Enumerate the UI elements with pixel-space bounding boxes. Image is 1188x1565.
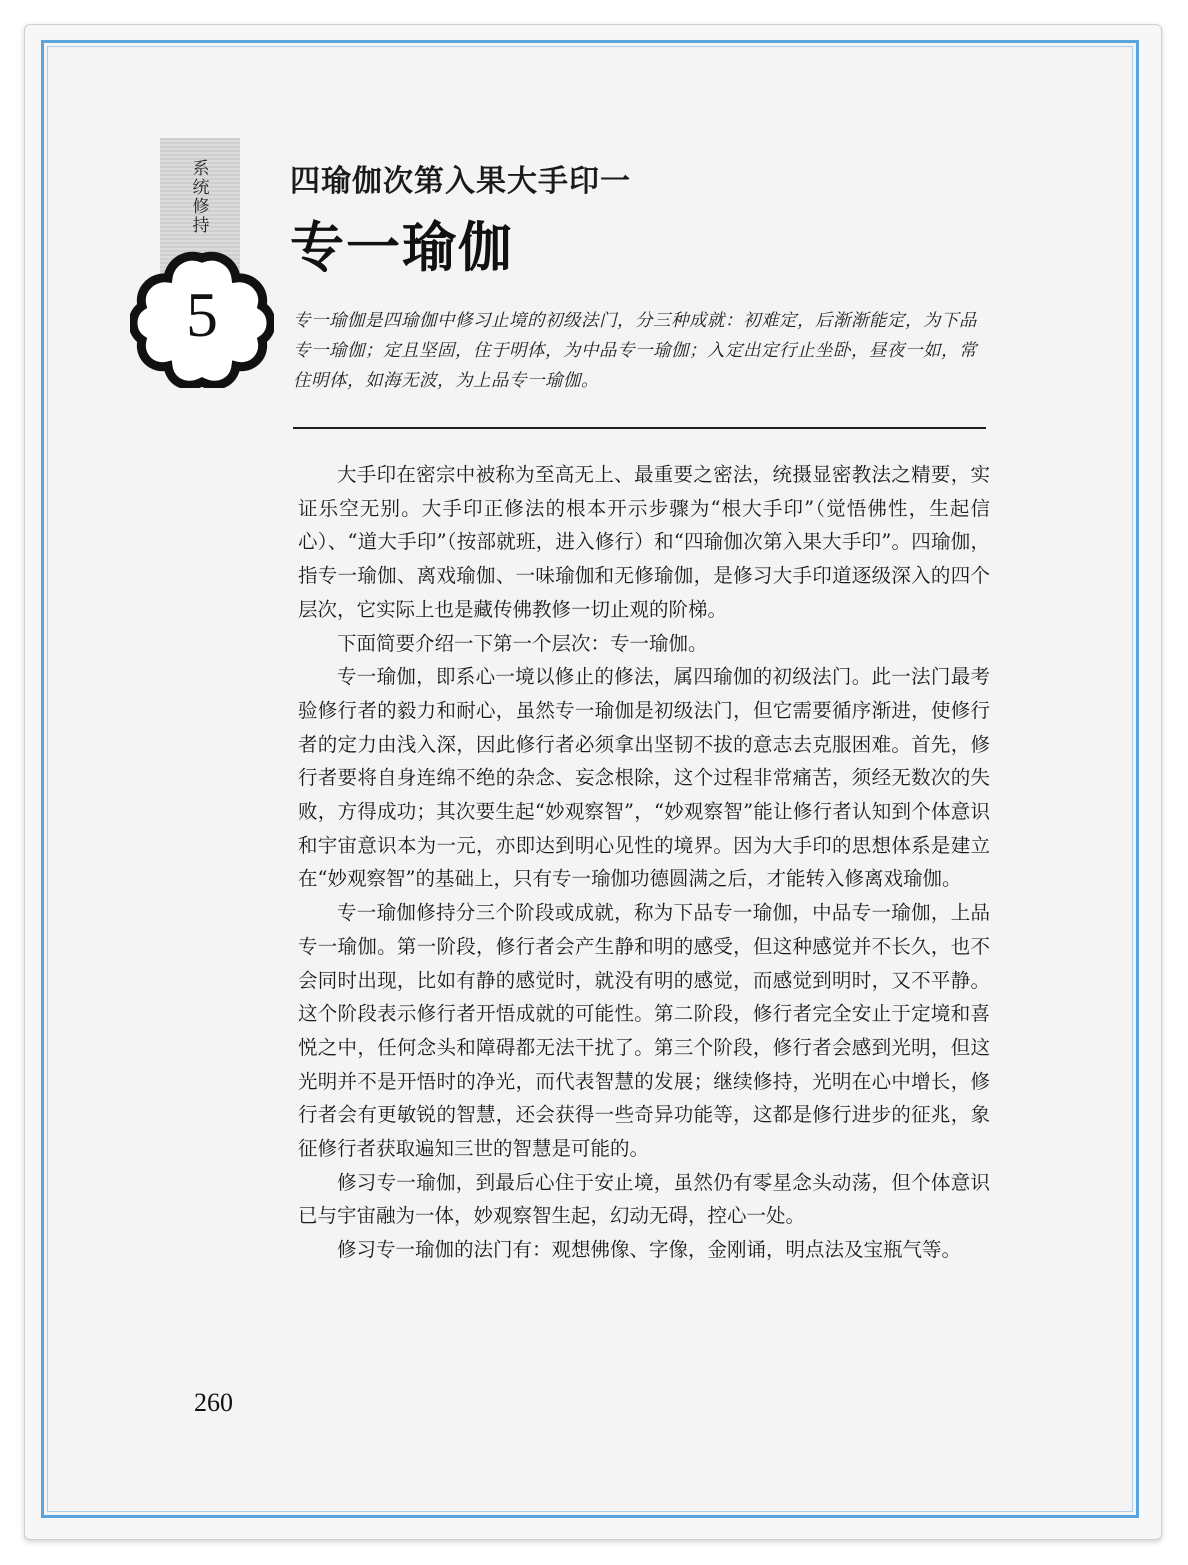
chapter-title: 专一瑜伽 — [290, 215, 514, 279]
paragraph: 专一瑜伽修持分三个阶段或成就，称为下品专一瑜伽，中品专一瑜伽，上品专一瑜伽。第一阶段，修行者会产生静和明的感受，但这种感觉并不长久，也不会同时出现，比如有静的感觉时，就没有明的感觉，而感觉到明时，又不平静。这个阶段表示修行者开悟成就的可能性。第二阶段，修行者完全安止于定境和喜悦之中，任何念头和障碍都无法干扰了。第三个阶段，修行者会感到光明，但这光明并不是开悟时的净光，而代表智慧的发展；继续修持，光明在心中增长，修行者会有更敏锐的智慧，还会获得一些奇异功能等，这都是修行进步的征兆，象征修行者获取遍知三世的智慧是可能的。 — [298, 901, 990, 1161]
intro-summary: 专一瑜伽是四瑜伽中修习止境的初级法门，分三种成就：初难定，后渐渐能定，为下品专一瑜伽；定且坚固，住于明体，为中品专一瑜伽；入定出定行止坐卧，昼夜一如，常住明体，如海无波，为上品专一瑜伽。 — [293, 311, 977, 391]
paragraph: 专一瑜伽，即系心一境以修止的修法，属四瑜伽的初级法门。此一法门最考验修行者的毅力和耐心，虽然专一瑜伽是初级法门，但它需要循序渐进，使修行者的定力由浅入深，因此修行者必须拿出坚韧不拔的意志去克服困难。首先，修行者要将自身连绵不绝的杂念、妄念根除，这个过程非常痛苦，须经无数次的失败，方得成功；其次要生起“妙观察智”，“妙观察智”能让修行者认知到个体意识和宇宙意识本为一元，亦即达到明心见性的境界。因为大手印的思想体系是建立在“妙观察智”的基础上，只有专一瑜伽功德圆满之后，才能转入修离戏瑜伽。 — [298, 665, 990, 891]
paragraph: 大手印在密宗中被称为至高无上、最重要之密法，统摄显密教法之精要，实证乐空无别。大手印正修法的根本开示步骤为“根大手印”（觉悟佛性，生起信心）、“道大手印”（按部就班，进入修行）和“四瑜伽次第入果大手印”。四瑜伽，指专一瑜伽、离戏瑜伽、一味瑜伽和无修瑜伽，是修习大手印道逐级深入的四个层次，它实际上也是藏传佛教修一切止观的阶梯。 — [298, 463, 990, 621]
page-number: 260 — [194, 1388, 233, 1417]
paragraph: 修习专一瑜伽的法门有：观想佛像、字像，金刚诵，明点法及宝瓶气等。 — [337, 1238, 962, 1262]
divider — [293, 427, 986, 429]
section-tab-label: 系统修持 — [192, 159, 210, 236]
chapter-subtitle: 四瑜伽次第入果大手印一 — [290, 164, 631, 199]
paragraph: 修习专一瑜伽，到最后心住于安止境，虽然仍有零星念头动荡，但个体意识已与宇宙融为一体，妙观察智生起，幻动无碍，控心一处。 — [298, 1170, 990, 1228]
chapter-number: 5 — [186, 279, 218, 350]
paragraph: 下面简要介绍一下第一个层次：专一瑜伽。 — [337, 631, 708, 655]
body-text — [298, 458, 990, 1267]
